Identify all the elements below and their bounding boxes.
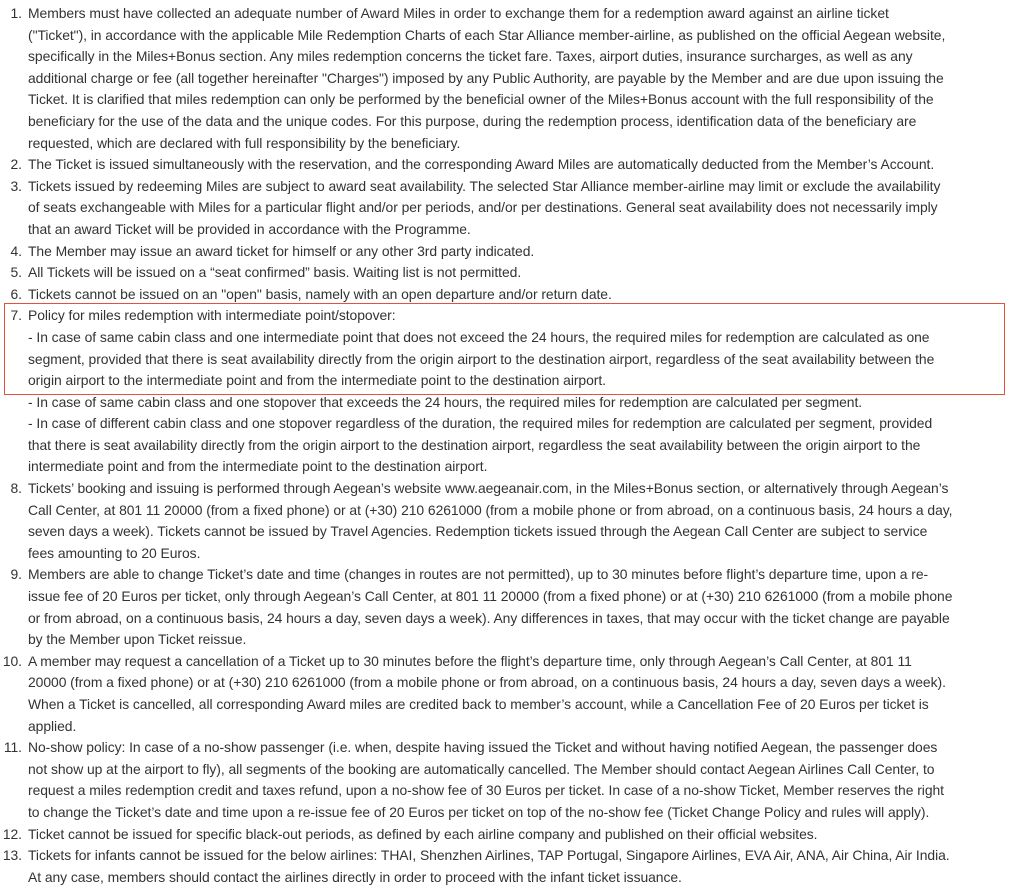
term-text-line: to change the Ticket’s date and time upon a re-issue fee of 20 Euros per ticket on top of the no-show fee (Ticket Change Policy and rules will apply). [28, 803, 930, 820]
term-text-line: Tickets for infants cannot be issued for the below airlines: THAI, Shenzhen Airlines, TAP Portugal, Singapore Airlines, EVA Air, ANA, Air China, Air India. [28, 847, 950, 864]
term-text-line: of seats exchangeable with Miles for a particular flight and/or per periods, and/or per destinations. General seat availability does not necessarily imply [28, 199, 938, 216]
term-text-line: - In case of different cabin class and one stopover regardless of the duration, the required miles for redemption are calculated per segment, provided [28, 415, 933, 432]
term-text-line: segment, provided that there is seat availability directly from the origin airport to the destination airport, regardless of the seat availability between the [28, 350, 935, 367]
term-text-line: No-show policy: In case of a no-show passenger (i.e. when, despite having issued the Ticket and without having notified Aegean, the passenger does [28, 739, 938, 756]
term-text-line: The Ticket is issued simultaneously with the reservation, and the corresponding Award Miles are automatically deducted from the Member’s Account. [28, 156, 935, 173]
term-item [0, 241, 1010, 263]
term-text-line: - In case of same cabin class and one intermediate point that does not exceed the 24 hours, the required miles for redemption are calculated as one [28, 328, 930, 345]
term-number: 11. [3, 739, 22, 756]
term-text-line: - In case of same cabin class and one stopover that exceeds the 24 hours, the required miles for redemption are calculated per segment. [28, 393, 863, 410]
term-text-line: beneficiary for the use of the data and the unique codes. For this purpose, during the redemption process, identification data of the beneficiary are [28, 112, 917, 129]
term-text-line: All Tickets will be issued on a “seat confirmed” basis. Waiting list is not permitted. [28, 264, 522, 281]
term-text-line: intermediate point and from the intermediate point to the destination airport. [28, 458, 488, 475]
term-number: 10. [2, 652, 22, 669]
term-text-line: When a Ticket is cancelled, all corresponding Award miles are credited back to member’s account, while a Cancellation Fee of 20 Euros per ticket is [28, 696, 929, 712]
term-text-line: Policy for miles redemption with intermediate point/stopover: [28, 307, 396, 324]
term-text-line: fees amounting to 20 Euros. [28, 544, 201, 561]
term-text-line: Tickets cannot be issued on an "open" basis, namely with an open departure and/or return date. [28, 285, 612, 302]
term-text-line: by the Member upon Ticket reissue. [28, 631, 247, 648]
term-item [0, 651, 1010, 737]
term-number: 9. [10, 566, 22, 583]
term-item [0, 3, 1010, 154]
term-text-line: Call Center, at 801 11 20000 (from a fixed phone) or at (+30) 210 6261000 (from a mobile phone or from abroad, on a continuous basis, 24 hours a day, [28, 501, 953, 518]
term-text-line: or from abroad, on a continuous basis, 24 hours a day, seven days a week). Any differences in taxes, that may occur with the ticket change are payable [28, 609, 950, 626]
term-item [0, 154, 1010, 176]
term-number: 8. [10, 480, 22, 497]
term-text-line: not show up at the airport to fly), all segments of the booking are automatically cancelled. The Member should contact Aegean Airlines Call Center, to [28, 760, 935, 777]
term-text-line: At any case, members should contact the airlines directly in order to proceed with the infant ticket issuance. [28, 868, 682, 885]
term-number: 1. [10, 5, 22, 21]
term-item [0, 845, 1010, 888]
terms-list [0, 3, 1010, 888]
term-number: 13. [2, 847, 22, 864]
term-number: 4. [10, 242, 22, 259]
term-number: 6. [10, 285, 22, 302]
term-text-line: issue fee of 20 Euros per ticket, only through Aegean’s Call Center, at 801 11 20000 (from a fixed phone) or at (+30) 210 6261000 (from a mobile phone [28, 588, 953, 605]
term-item [0, 176, 1010, 241]
term-item [0, 262, 1010, 284]
term-text-line: Tickets issued by redeeming Miles are subject to award seat availability. The selected Star Alliance member-airline may limit or exclude the availability [28, 177, 941, 194]
term-text-line: that there is seat availability directly from the origin airport to the destination airport, regardless the seat availability between the origin airport to the [28, 436, 921, 453]
term-item [0, 564, 1010, 650]
term-text-line: origin airport to the intermediate point and from the intermediate point to the destination airport. [28, 372, 606, 389]
term-text-line: ("Ticket"), in accordance with the applicable Mile Redemption Charts of each Star Alliance member-airline, as published on the official Aegean website, [28, 26, 946, 43]
term-text-line: additional charge or fee (all together hereinafter "Charges") imposed by any Public Authority, are payable by the Member and are due upon issuing the [28, 69, 944, 86]
term-text-line: applied. [28, 717, 77, 734]
term-number: 2. [10, 156, 22, 173]
term-text-line: specifically in the Miles+Bonus section. Any miles redemption concerns the ticket fare. Taxes, airport duties, insurance surcharges, as well as any [28, 48, 913, 65]
term-number: 3. [10, 177, 22, 194]
terms-document [0, 3, 1010, 888]
term-text-line: requested, which are declared with full responsibility by the beneficiary. [28, 134, 461, 151]
term-text-line: Members are able to change Ticket’s date and time (changes in routes are not permitted), up to 30 minutes before flight’s departure time, upon a re- [28, 566, 929, 583]
term-number: 12. [2, 825, 22, 842]
term-text-line: request a miles redemption credit and taxes refund, upon a no-show fee of 30 Euros per ticket. In case of a no-show Ticket, Member reserves the right [28, 782, 944, 799]
term-text-line: Tickets’ booking and issuing is performed through Aegean’s website www.aegeanair.com, in the Miles+Bonus section, or alternatively through Aegean’s [28, 480, 949, 497]
term-text-line: that an award Ticket will be provided in accordance with the Programme. [28, 220, 471, 237]
term-item [0, 824, 1010, 846]
term-item [0, 305, 1010, 478]
term-text-line: Ticket cannot be issued for specific black-out periods, as defined by each airline company and published on their official websites. [28, 825, 818, 842]
term-text-line: Ticket. It is clarified that miles redemption can only be performed by the beneficial owner of the Miles+Bonus account with the full responsibility of the [28, 91, 934, 108]
term-text-line: 20000 (from a fixed phone) or at (+30) 210 6261000 (from a mobile phone or from abroad, on a continuous basis, 24 hours a day, seven days a week). [28, 674, 946, 691]
term-text-line: A member may request a cancellation of a Ticket up to 30 minutes before the flight’s departure time, only through Aegean’s Call Center, at 801 11 [28, 652, 912, 669]
term-number: 5. [10, 264, 22, 281]
term-number: 7. [10, 307, 22, 324]
term-item [0, 737, 1010, 823]
term-text-line: seven days a week). Tickets cannot be issued by Travel Agencies. Redemption tickets issued through the Aegean Call Center are subject to service [28, 523, 928, 540]
term-item [0, 478, 1010, 564]
term-text-line: Members must have collected an adequate number of Award Miles in order to exchange them for a redemption award against an airline ticket [28, 5, 889, 21]
term-text-line: The Member may issue an award ticket for himself or any other 3rd party indicated. [28, 242, 535, 259]
term-item [0, 284, 1010, 306]
